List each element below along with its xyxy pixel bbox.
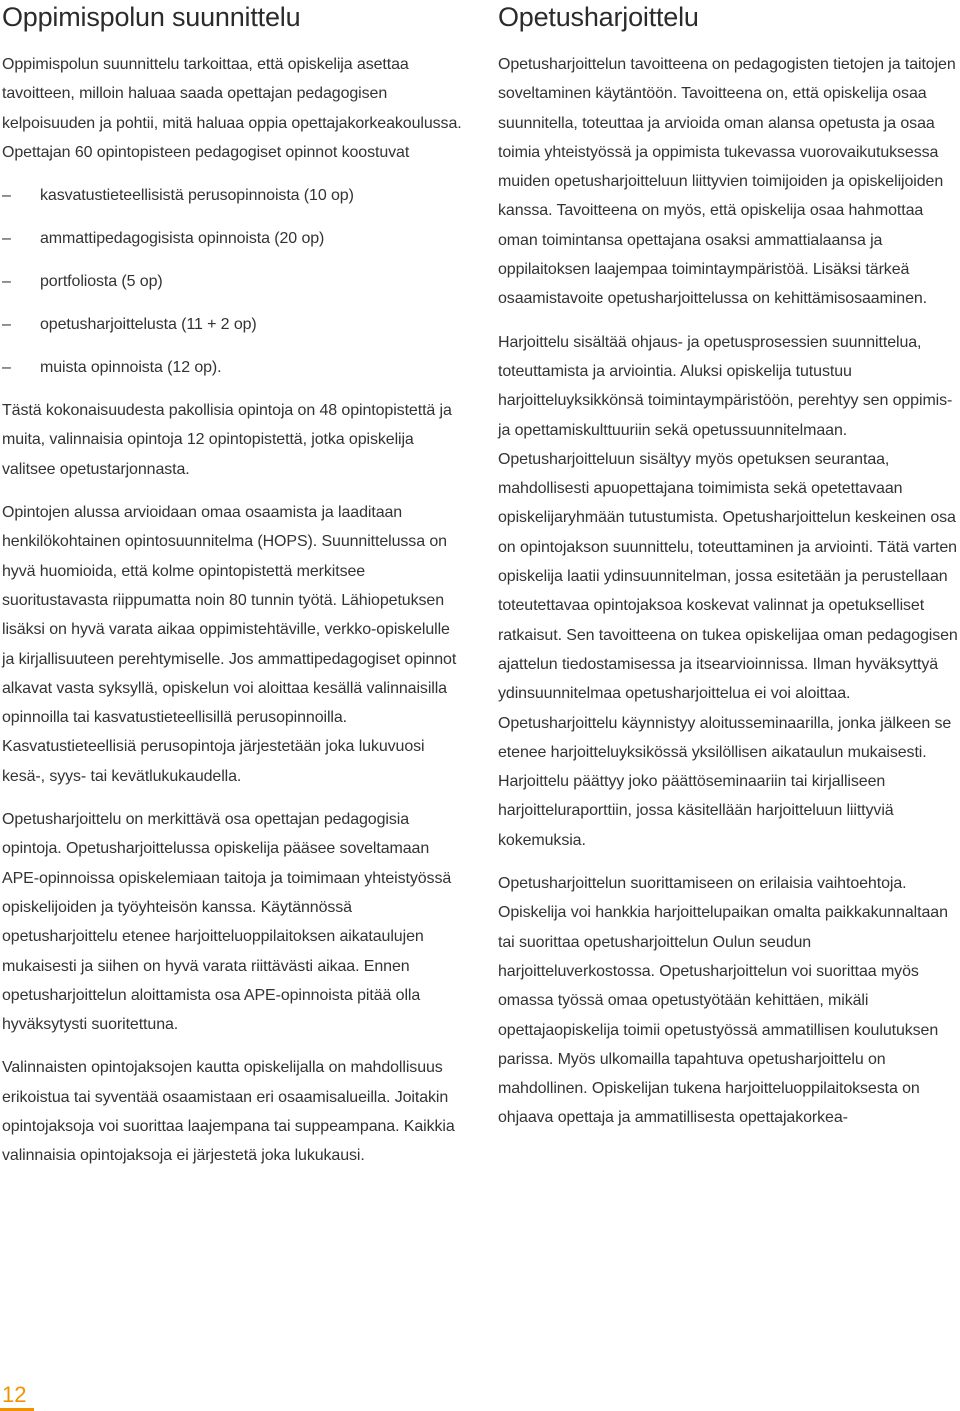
studies-list [2,181,462,382]
list-item: – portfoliosta (5 op) [2,267,462,296]
paragraph: Opetusharjoittelu on merkittävä osa opettajan pedagogisia opintoja. Opetusharjoittelussa opiskelija pääsee soveltamaan APE-opinnoissa opiskelemiaan taitoja ja toimimaan yhteistyössä opiskelijoiden ja työyhteisön kanssa. Käytännössä opetusharjoittelu etenee harjoitteluoppilaitoksen aikataulujen mukaisesti ja siihen on hyvä varata riittävästi aikaa. Ennen opetusharjoittelun aloittamista osa APE-opinnoista pitää olla hyväksytysti suoritettuna. [2,811,452,1034]
page-number: 12 [2,1382,27,1407]
right-column [498,0,958,1147]
list-item: – kasvatustieteellisistä perusopinnoista (10 op) [2,181,462,210]
list-item: – muista opinnoista (12 op). [2,353,462,382]
left-column [2,0,462,1185]
paragraph: Opintojen alussa arvioidaan omaa osaamista ja laaditaan henkilökohtainen opintosuunnitelma (HOPS). Suunnittelussa on hyvä huomioida, että kolme opintopistettä merkitsee suoritustavasta riippumatta noin 80 tunnin työtä. Lähiopetuksen lisäksi on hyvä varata aikaa oppimistehtäville, verkko-opiskelulle ja kirjallisuuteen perehtymiselle. Jos ammattipedagogiset opinnot alkavat vasta syksyllä, opiskelun voi aloittaa kesällä valinnaisilla opinnoilla tai kasvatustieteellisillä perusopinnoilla. Kasvatustieteellisiä perusopintoja järjestetään joka lukuvuosi kesä-, syys- tai kevätlukukaudella. [2,504,457,785]
paragraph: Tästä kokonaisuudesta pakollisia opintoja on 48 opintopistettä ja muita, valinnaisia opintoja 12 opintopistettä, jotka opiskelija valitsee opetustarjonnasta. [2,402,452,478]
paragraph: Harjoittelu sisältää ohjaus- ja opetusprosessien suunnittelua, toteuttamista ja arviointia. Aluksi opiskelija tutustuu harjoitteluyksikkönsä toimintaympäristöön, perehtyy sen oppimis- ja opettamiskulttuuriin sekä opetussuunnitelmaan. Opetusharjoitteluun sisältyy myös opetuksen seurantaa, mahdollisesti apuopettajana toimimista sekä opetettavaan opiskelijaryhmään tutustumista. Opetusharjoittelun keskeinen osa on opintojakson suunnittelu, toteuttaminen ja arviointi. Tätä varten opiskelija laatii ydinsuunnitelman, jossa esitetään ja perustellaan toteutettavaa opintojaksoa koskevat valinnat ja opetukselliset ratkaisut. Sen tavoitteena on tukea opiskelijaa oman pedagogisen ajattelun tiedostamisessa ja itsearvioinnissa. Ilman hyväksyttyä ydinsuunnitelmaa opetusharjoittelua ei voi aloittaa. Opetusharjoittelu käynnistyy aloitusseminaarilla, jonka jälkeen se etenee harjoitteluyksikössä yksilöllisen aikataulun mukaisesti. Harjoittelu päättyy joko päättöseminaariin tai kirjalliseen harjoitteluraporttiin, jossa käsitellään harjoitteluun liittyviä kokemuksia. [498,333,958,849]
heading-opetusharjoittelu: Opetusharjoittelu [498,2,699,32]
list-item: – opetusharjoittelusta (11 + 2 op) [2,310,462,339]
paragraph: Opetusharjoittelun suorittamiseen on erilaisia vaihtoehtoja. Opiskelija voi hankkia harjoittelupaikan omalta paikkakunnaltaan tai suorittaa opetusharjoittelun Oulun seudun harjoitteluverkostossa. Opetusharjoittelun voi suorittaa myös omassa työssä omaa opetustyötään kehittäen, mikäli opettajaopiskelija toimii opetustyössä ammatillisen koulutuksen parissa. Myös ulkomailla tapahtuva opetusharjoittelu on mahdollinen. Opiskelijan tukena harjoitteluoppilaitoksesta on ohjaava opettaja ja ammatillisesta opettajakorkea- [498,875,948,1127]
paragraph: Opetusharjoittelun tavoitteena on pedagogisten tietojen ja taitojen soveltaminen käytäntöön. Tavoitteena on, että opiskelija osaa suunnitella, toteuttaa ja arvioida oman alansa opetusta ja osaa toimia yhteistyössä ja oppimista tukevassa vuorovaikutuksessa muiden opetusharjoitteluun liittyvien toimijoiden ja opiskelijoiden kanssa. Tavoitteena on myös, että opiskelija osaa hahmottaa oman toimintansa opettajana osaksi ammattialaansa ja oppilaitoksen laajempaa toimintaympäristöä. Lisäksi tärkeä osaamistavoite opetusharjoittelussa on kehittämisosaaminen. [498,56,956,308]
list-item: – ammattipedagogisista opinnoista (20 op) [2,224,462,253]
heading-oppimispolun-suunnittelu: Oppimispolun suunnittelu [2,2,301,32]
intro-paragraph: Oppimispolun suunnittelu tarkoittaa, että opiskelija asettaa tavoitteen, milloin haluaa saada opettajan pedagogisen kelpoisuuden ja pohtii, mitä haluaa oppia opettajakorkeakoulussa. Opettajan 60 opintopisteen pedagogiset opinnot koostuvat [2,56,462,161]
paragraph: Valinnaisten opintojaksojen kautta opiskelijalla on mahdollisuus erikoistua tai syventää osaamistaan eri osaamisalueilla. Joitakin opintojaksoja voi suorittaa laajempana tai suppeampana. Kaikkia valinnaisia opintojaksoja ei järjestetä joka lukukausi. [2,1059,455,1165]
